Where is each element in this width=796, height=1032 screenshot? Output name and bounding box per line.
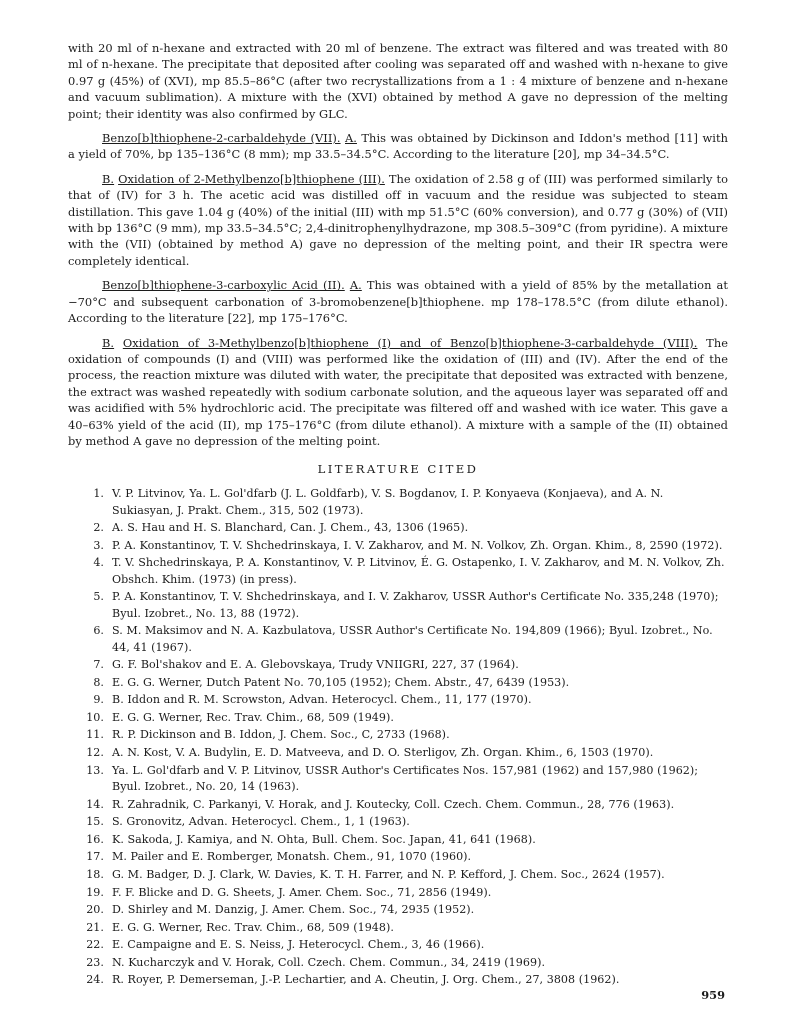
method-label: B.	[102, 335, 115, 350]
reference-number: 4.	[93, 556, 104, 570]
reference-number: 24.	[86, 973, 104, 987]
reference-text: G. F. Bol'shakov and E. A. Glebovskaya, Trudy VNIIGRI, 227, 37 (1964).	[112, 658, 519, 672]
reference-text: S. M. Maksimov and N. A. Kazbulatova, USSR Author's Certificate No. 194,809 (1966); Byul. Izobret., No. 44, 41 (1967).	[112, 624, 713, 654]
reference-item	[68, 937, 728, 953]
reference-text: A. S. Hau and H. S. Blanchard, Can. J. Chem., 43, 1306 (1965).	[112, 521, 469, 535]
section-title: Oxidation of 3-Methylbenzo[b]thiophene (I) and of Benzo[b]thiophene-3-carbaldehyde (VIII).	[122, 335, 698, 350]
reference-text: P. A. Konstantinov, T. V. Shchedrinskaya, I. V. Zakharov, and M. N. Volkov, Zh. Organ. Khim., 8, 2590 (1972).	[112, 538, 723, 552]
page-content	[68, 40, 728, 990]
reference-number: 2.	[93, 521, 104, 535]
reference-text: T. V. Shchedrinskaya, P. A. Konstantinov, V. P. Litvinov, É. G. Ostapenko, I. V. Zakharov, and M. N. Volkov, Zh. Obshch. Khim. (1973) (in press).	[112, 556, 725, 586]
reference-item	[68, 902, 728, 918]
reference-item	[68, 710, 728, 726]
reference-text: R. P. Dickinson and B. Iddon, J. Chem. Soc., C, 2733 (1968).	[112, 728, 450, 742]
reference-number: 14.	[86, 797, 104, 811]
reference-number: 18.	[86, 867, 104, 881]
reference-number: 16.	[86, 832, 104, 846]
reference-number: 19.	[86, 885, 104, 899]
reference-item	[68, 520, 728, 536]
reference-item	[68, 920, 728, 936]
paragraph-3-carboxylic-acid	[68, 277, 728, 326]
reference-item	[68, 814, 728, 830]
reference-text: A. N. Kost, V. A. Budylin, E. D. Matveeva, and D. O. Sterligov, Zh. Organ. Khim., 6, 1503 (1970).	[112, 746, 654, 760]
reference-item	[68, 692, 728, 708]
reference-number: 20.	[86, 903, 104, 917]
reference-number: 21.	[86, 920, 104, 934]
paragraph-oxidation-2-methyl	[68, 171, 728, 269]
reference-item	[68, 745, 728, 761]
reference-number: 6.	[93, 624, 104, 638]
reference-number: 12.	[86, 746, 104, 760]
reference-number: 7.	[93, 658, 104, 672]
reference-number: 22.	[86, 938, 104, 952]
reference-text: P. A. Konstantinov, T. V. Shchedrinskaya, and I. V. Zakharov, USSR Author's Certificate No. 335,248 (1970); Byul. Izobret., No. 13, 88 (1972).	[112, 590, 719, 620]
reference-text: G. M. Badger, D. J. Clark, W. Davies, K. T. H. Farrer, and N. P. Kefford, J. Chem. Soc., 2624 (1957).	[112, 867, 665, 881]
reference-item	[68, 657, 728, 673]
references-heading: LITERATURE CITED	[317, 462, 479, 477]
paragraph-text: This was obtained by Dickinson and Iddon's method [11] with a yield of 70%, bp 135–136°C (8 mm); mp 33.5–34.5°C. According to the literature [20], mp 34–34.5°C.	[68, 131, 728, 162]
section-title: Oxidation of 2-Methylbenzo[b]thiophene (III).	[118, 171, 385, 186]
reference-item	[68, 885, 728, 901]
reference-number: 10.	[86, 710, 104, 724]
reference-item	[68, 538, 728, 554]
section-title: Benzo[b]thiophene-3-carboxylic Acid (II).	[102, 278, 345, 293]
reference-number: 23.	[86, 955, 104, 969]
reference-item	[68, 972, 728, 988]
reference-number: 5.	[93, 590, 104, 604]
references-list	[68, 486, 728, 988]
reference-text: B. Iddon and R. M. Scrowston, Advan. Heterocycl. Chem., 11, 177 (1970).	[112, 693, 532, 707]
reference-text: Ya. L. Gol'dfarb and V. P. Litvinov, USSR Author's Certificates Nos. 157,981 (1962) and 157,980 (1962); Byul. Izobret., No. 20, 14 (1963).	[112, 763, 699, 793]
reference-text: S. Gronovitz, Advan. Heterocycl. Chem., 1, 1 (1963).	[112, 815, 410, 829]
paragraph-text: This was obtained with a yield of 85% by the metallation at −70°C and subsequent carbonation of 3-bromobenzene[b]thiophene. mp 178–178.5°C (from dilute ethanol). According to the literature [22], mp 175–176°C.	[68, 278, 729, 326]
reference-text: R. Zahradnik, C. Parkanyi, V. Horak, and J. Koutecky, Coll. Czech. Chem. Commun., 28, 776 (1963).	[112, 797, 675, 811]
reference-item	[68, 486, 728, 519]
reference-number: 13.	[86, 763, 104, 777]
reference-text: F. F. Blicke and D. G. Sheets, J. Amer. Chem. Soc., 71, 2856 (1949).	[112, 885, 492, 899]
reference-text: K. Sakoda, J. Kamiya, and N. Ohta, Bull. Chem. Soc. Japan, 41, 641 (1968).	[112, 832, 536, 846]
paragraph-continuation	[68, 40, 728, 122]
reference-number: 8.	[93, 675, 104, 689]
reference-number: 1.	[93, 487, 104, 501]
reference-text: M. Pailer and E. Romberger, Monatsh. Chem., 91, 1070 (1960).	[112, 850, 472, 864]
paragraph-text: The oxidation of compounds (I) and (VIII) was performed like the oxidation of (III) and (IV). After the end of the process, the reaction mixture was diluted with water, the precipitate that deposited was extracted with benzene, the extract was washed repeatedly with sodium carbonate solution, and the aqueous layer was separated off and was acidified with 5% hydrochloric acid. The precipitate was filtered off and washed with ice water. This gave a 40–63% yield of the acid (II), mp 175–176°C (from dilute ethanol). A mixture with a sample of the (II) obtained by method A gave no depression of the melting point.	[68, 335, 728, 448]
reference-number: 17.	[86, 850, 104, 864]
paragraph-2-carbaldehyde	[68, 130, 728, 163]
reference-text: D. Shirley and M. Danzig, J. Amer. Chem. Soc., 74, 2935 (1952).	[112, 903, 475, 917]
reference-number: 9.	[93, 693, 104, 707]
method-label: A.	[345, 131, 357, 146]
reference-item	[68, 867, 728, 883]
reference-text: N. Kucharczyk and V. Horak, Coll. Czech. Chem. Commun., 34, 2419 (1969).	[112, 955, 546, 969]
reference-text: E. G. G. Werner, Rec. Trav. Chim., 68, 509 (1949).	[112, 710, 394, 724]
reference-text: V. P. Litvinov, Ya. L. Gol'dfarb (J. L. Goldfarb), V. S. Bogdanov, I. P. Konyaeva (Konjaeva), and A. N. Sukiasyan, J. Prakt. Chem., 315, 502 (1973).	[112, 487, 664, 517]
section-title: Benzo[b]thiophene-2-carbaldehyde (VII).	[102, 131, 341, 146]
paragraph-text: with 20 ml of n-hexane and extracted with 20 ml of benzene. The extract was filtered and was treated with 80 ml of n-hexane. The precipitate that deposited after cooling was separated off and washed with n-hexane to give 0.97 g (45%) of (XVI), mp 85.5–86°C (after two recrystallizations from a 1 : 4 mixture of benzene and n-hexane and vacuum sublimation). A mixture with the (XVI) obtained by method A gave no depression of the melting point; their identity was also confirmed by GLC.	[68, 41, 728, 121]
method-label: B.	[102, 171, 115, 186]
reference-item	[68, 849, 728, 865]
reference-text: E. G. G. Werner, Rec. Trav. Chim., 68, 509 (1948).	[112, 920, 394, 934]
reference-item	[68, 797, 728, 813]
paragraph-oxidation-3-methyl	[68, 335, 728, 450]
reference-item	[68, 589, 728, 622]
reference-text: E. G. G. Werner, Dutch Patent No. 70,105 (1952); Chem. Abstr., 47, 6439 (1953).	[112, 675, 570, 689]
paragraph-text: The oxidation of 2.58 g of (III) was performed similarly to that of (IV) for 3 h. The acetic acid was distilled off in vacuum and the residue was subjected to steam distillation. This gave 1.04 g (40%) of the initial (III) with mp 51.5°C (60% conversion), and 0.77 g (30%) of (VII) with bp 136°C (9 mm), mp 33.5–34.5°C; 2,4-dinitrophenylhydrazone, mp 308.5–309°C (from pyridine). A mixture with the (VII) (obtained by method A) gave no depression of the melting point, and their IR spectra were completely identical.	[68, 171, 729, 268]
reference-item	[68, 555, 728, 588]
reference-text: E. Campaigne and E. S. Neiss, J. Heterocycl. Chem., 3, 46 (1966).	[112, 938, 485, 952]
reference-number: 11.	[86, 728, 104, 742]
method-label: A.	[349, 278, 362, 293]
reference-item	[68, 623, 728, 656]
reference-item	[68, 832, 728, 848]
reference-item	[68, 727, 728, 743]
reference-number: 15.	[86, 815, 104, 829]
page-number: 959	[701, 988, 725, 1002]
reference-item	[68, 955, 728, 971]
reference-item	[68, 675, 728, 691]
reference-text: R. Royer, P. Demerseman, J.-P. Lechartier, and A. Cheutin, J. Org. Chem., 27, 3808 (1962).	[112, 973, 620, 987]
reference-item	[68, 763, 728, 796]
reference-number: 3.	[93, 538, 104, 552]
